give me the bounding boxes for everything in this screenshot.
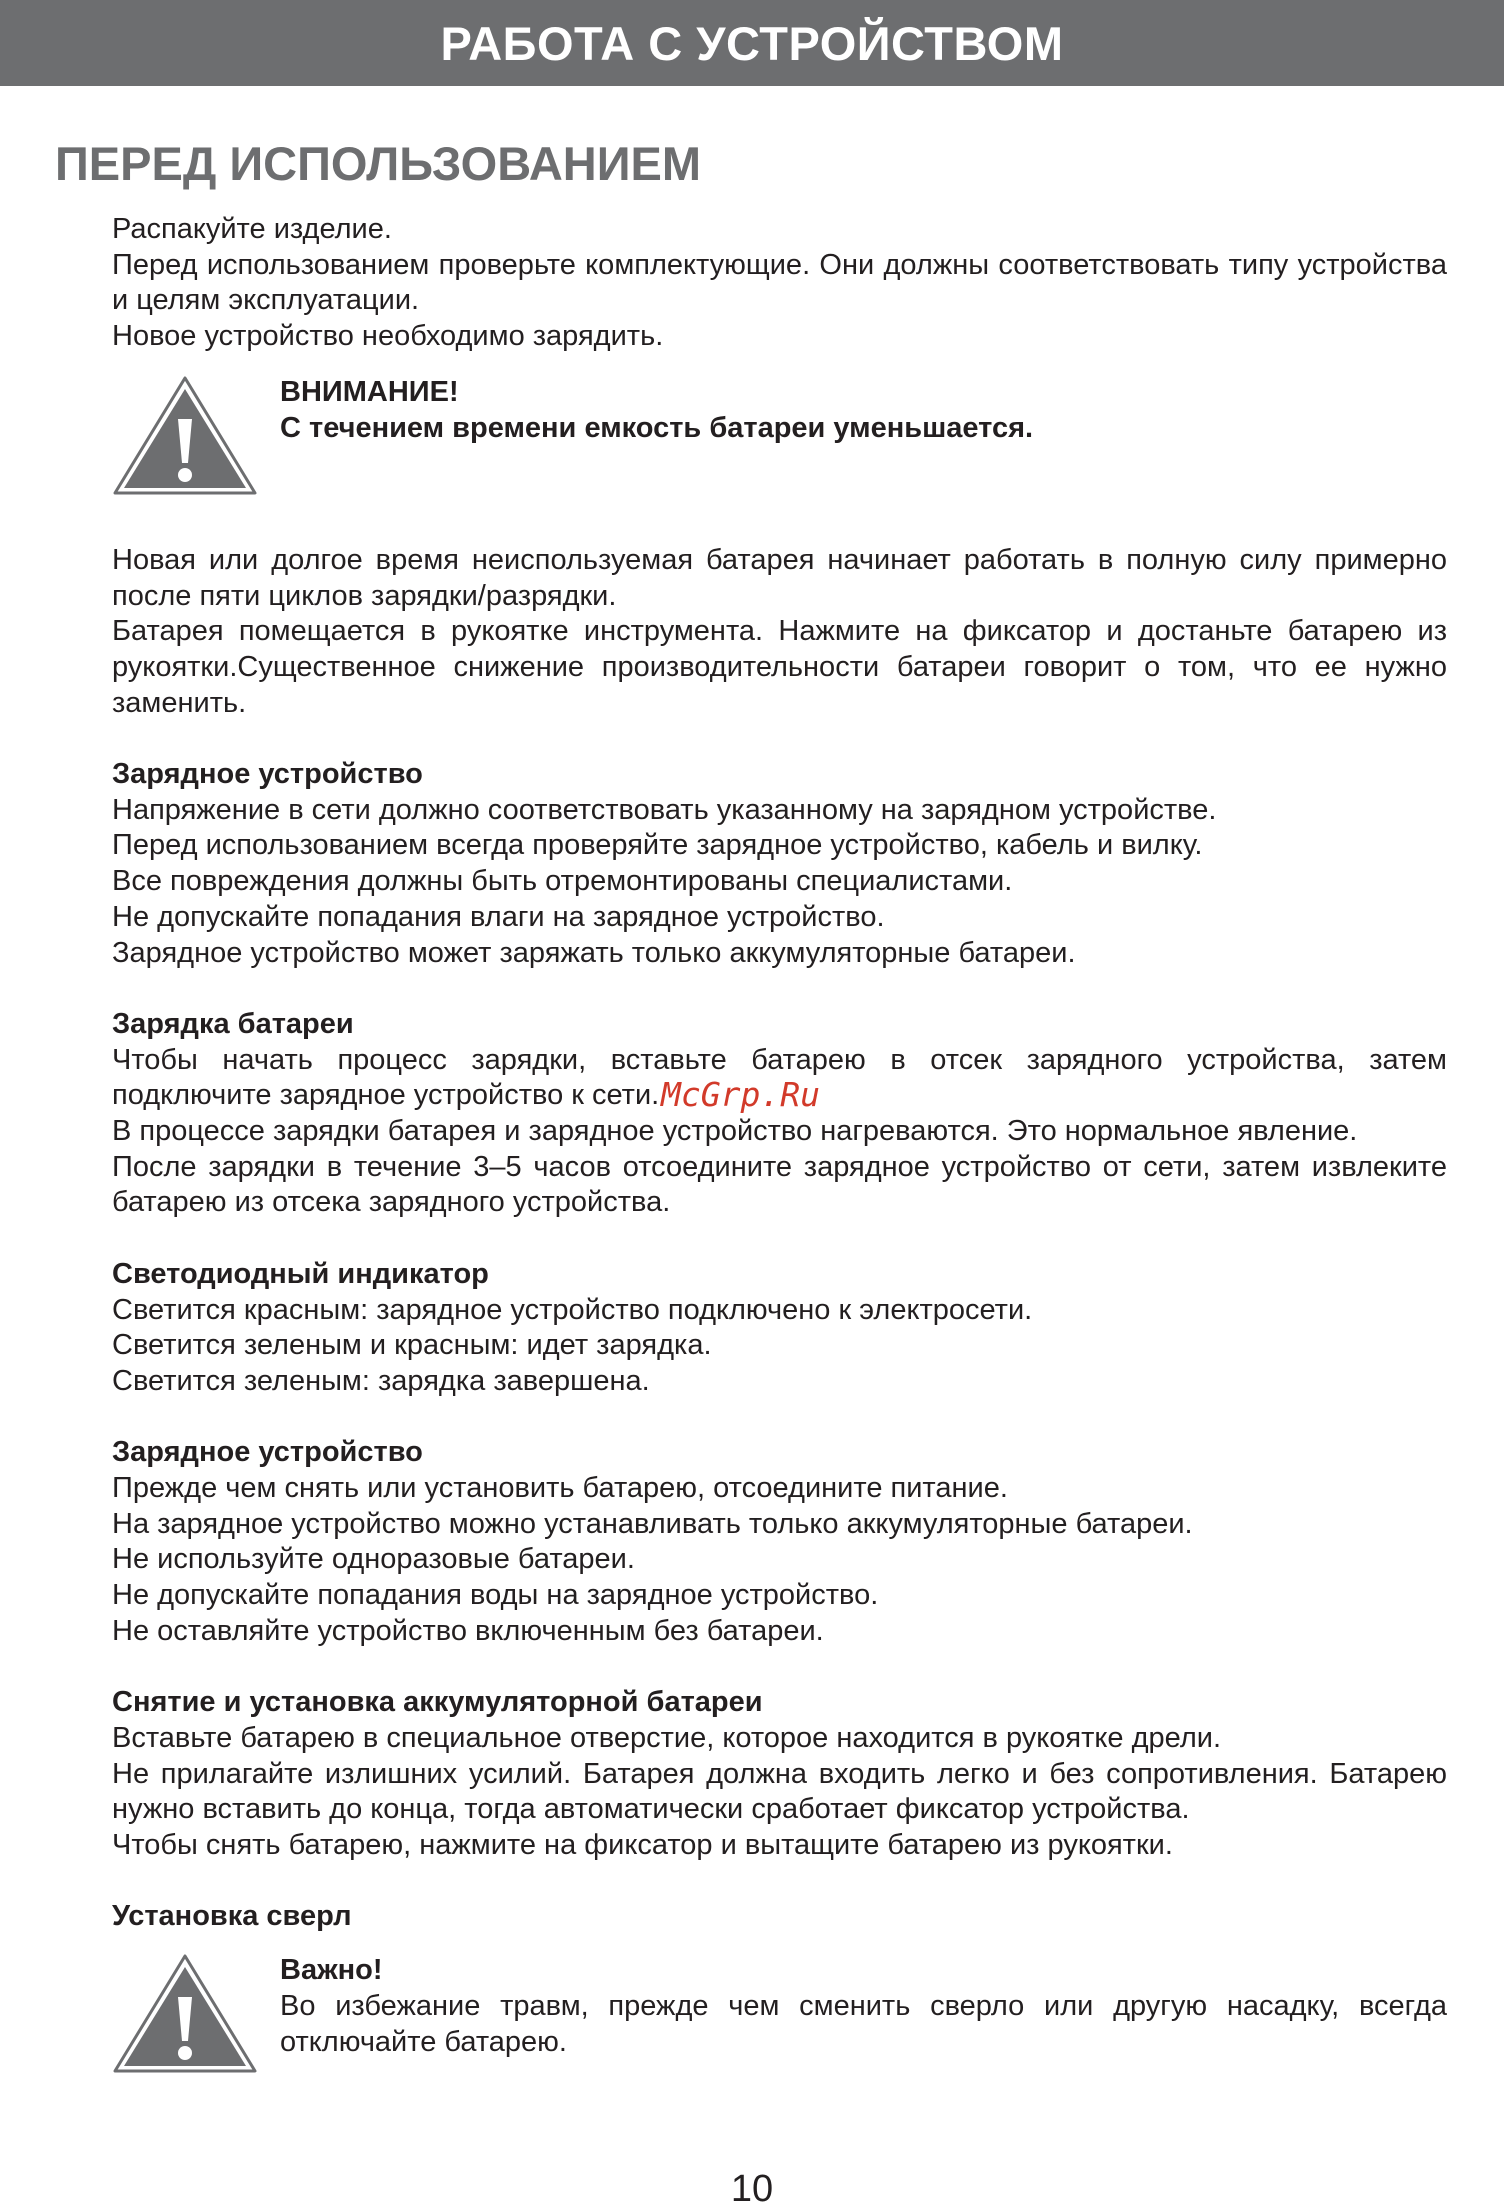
warning-block bbox=[112, 375, 1447, 501]
important-text: Во избежание травм, прежде чем сменить сверло или другую насадку, всегда отключайте батарею. bbox=[280, 1989, 1447, 2058]
intro-line: Распакуйте изделие. bbox=[112, 213, 392, 245]
battery-info-line: Новая или долгое время неиспользуемая батарея начинает работать в полную силу примерно после пяти циклов зарядки/разрядки. bbox=[112, 543, 1447, 612]
section-title: ПЕРЕД ИСПОЛЬЗОВАНИЕМ bbox=[55, 137, 701, 190]
header-bar bbox=[0, 0, 1504, 86]
led-line: Светится зеленым и красным: идет зарядка. bbox=[112, 1329, 712, 1362]
intro-line: Перед использованием проверьте комплектующие. Они должны соответствовать типу устройства и целям эксплуатации. bbox=[112, 248, 1447, 317]
important-block bbox=[112, 1953, 1447, 2083]
header-title: РАБОТА С УСТРОЙСТВОМ bbox=[440, 16, 1064, 70]
led-line: Светится красным: зарядное устройство подключено к электросети. bbox=[112, 1293, 1033, 1326]
battery-install-line: Чтобы снять батарею, нажмите на фиксатор и вытащите батарею из рукоятки. bbox=[112, 1829, 1173, 1862]
battery-install-heading: Снятие и установка аккумуляторной батареи bbox=[112, 1686, 763, 1719]
charger2-line: Не оставляйте устройство включенным без батареи. bbox=[112, 1614, 824, 1647]
charger2-heading: Зарядное устройство bbox=[112, 1436, 423, 1469]
charger2-line: Не допускайте попадания воды на зарядное устройство. bbox=[112, 1579, 879, 1612]
warning-title: ВНИМАНИЕ! bbox=[280, 375, 459, 408]
battery-install-line: Вставьте батарею в специальное отверстие, которое находится в рукоятке дрели. bbox=[112, 1721, 1221, 1754]
led-line: Светится зеленым: зарядка завершена. bbox=[112, 1364, 650, 1397]
battery-info-line: Батарея помещается в рукоятке инструмента. Нажмите на фиксатор и достаньте батарею из рукоятки.Существенное снижение производительности батареи говорит о том, что ее нужно заменить. bbox=[112, 615, 1447, 719]
charger-line: Не допускайте попадания влаги на зарядное устройство. bbox=[112, 900, 885, 933]
led-heading: Светодиодный индикатор bbox=[112, 1257, 489, 1290]
charger2-line: На зарядное устройство можно устанавливать только аккумуляторные батареи. bbox=[112, 1507, 1193, 1540]
charging-line: После зарядки в течение 3–5 часов отсоедините зарядное устройство от сети, затем извлеките батарею из отсека зарядного устройства. bbox=[112, 1150, 1447, 1219]
charger2-line: Не используйте одноразовые батареи. bbox=[112, 1543, 635, 1576]
charger-heading: Зарядное устройство bbox=[112, 758, 423, 791]
page-number: 10 bbox=[730, 2168, 774, 2210]
important-title: Важно! bbox=[280, 1954, 383, 1987]
battery-install-line: Не прилагайте излишних усилий. Батарея должна входить легко и без сопротивления. Батарею нужно вставить до конца, тогда автоматически сработает фиксатор устройства. bbox=[112, 1757, 1447, 1826]
charger-line: Перед использованием всегда проверяйте зарядное устройство, кабель и вилку. bbox=[112, 829, 1203, 862]
charger-line: Зарядное устройство может заряжать только аккумуляторные батареи. bbox=[112, 936, 1076, 969]
watermark: McGrp.Ru bbox=[661, 1075, 820, 1114]
charger-line: Все повреждения должны быть отремонтированы специалистами. bbox=[112, 865, 1013, 898]
warning-triangle-icon bbox=[112, 375, 258, 497]
content bbox=[112, 212, 1447, 2083]
drill-install-heading: Установка сверл bbox=[112, 1900, 352, 1933]
intro-line: Новое устройство необходимо зарядить. bbox=[112, 320, 664, 353]
charging-line: В процессе зарядки батарея и зарядное устройство нагреваются. Это нормальное явление. bbox=[112, 1115, 1358, 1148]
warning-text: С течением времени емкость батареи уменьшается. bbox=[280, 411, 1034, 444]
charging-line: Чтобы начать процесс зарядки, вставьте батарею в отсек зарядного устройства, затем подключите зарядное устройство к сети. bbox=[112, 1043, 1447, 1112]
charging-heading: Зарядка батареи bbox=[112, 1007, 354, 1040]
charger2-line: Прежде чем снять или установить батарею, отсоедините питание. bbox=[112, 1472, 1008, 1505]
warning-triangle-icon bbox=[112, 1953, 258, 2075]
charger-line: Напряжение в сети должно соответствовать указанному на зарядном устройстве. bbox=[112, 793, 1217, 826]
